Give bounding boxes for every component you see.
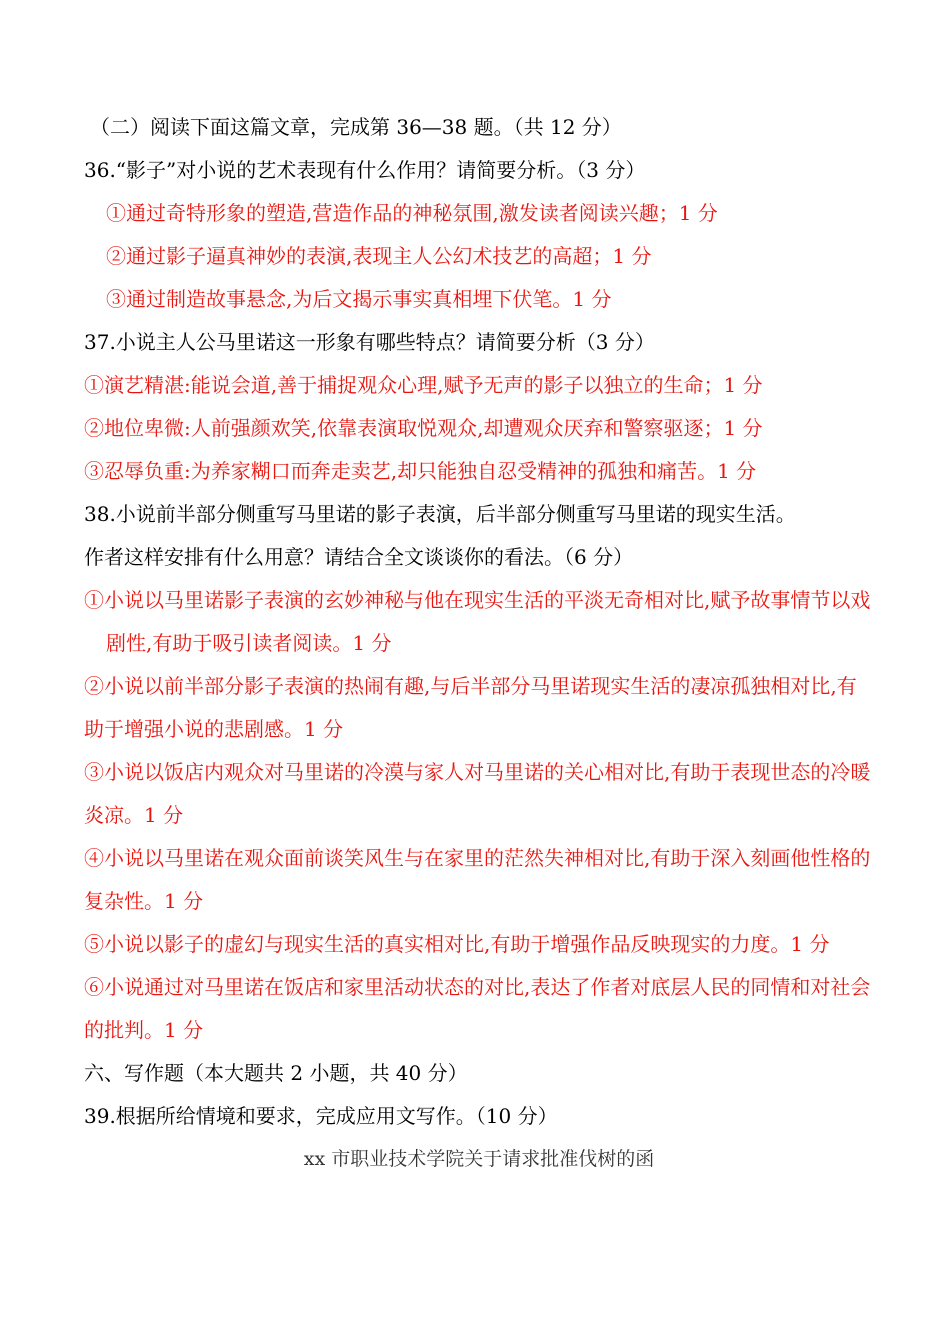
- section-6-heading: 六、写作题（本大题共 2 小题，共 40 分）: [84, 1061, 468, 1085]
- section-intro: （二）阅读下面这篇文章，完成第 36—38 题。（共 12 分）: [90, 115, 622, 139]
- document-page: [84, 106, 874, 1181]
- q38-answer-3: ③小说以饭店内观众对马里诺的冷漠与家人对马里诺的关心相对比,有助于表现世态的冷暖炎凉。1 分: [84, 760, 871, 827]
- q38-answer-5: ⑤小说以影子的虚幻与现实生活的真实相对比,有助于增强作品反映现实的力度。1 分: [84, 932, 830, 956]
- letter-title: xx 市职业技术学院关于请求批准伐树的函: [303, 1148, 655, 1170]
- q38-question-line-2: 作者这样安排有什么用意？请结合全文谈谈你的看法。（6 分）: [84, 545, 634, 569]
- q37-answer-1: ①演艺精湛:能说会道,善于捕捉观众心理,赋予无声的影子以独立的生命；1 分: [84, 373, 763, 397]
- q36-answer-2: ②通过影子逼真神妙的表演,表现主人公幻术技艺的高超；1 分: [106, 244, 652, 268]
- q39-question: 39.根据所给情境和要求，完成应用文写作。（10 分）: [84, 1104, 558, 1128]
- q38-answer-2: ②小说以前半部分影子表演的热闹有趣,与后半部分马里诺现实生活的凄凉孤独相对比,有助于增强小说的悲剧感。1 分: [84, 674, 857, 741]
- q38-answer-6: ⑥小说通过对马里诺在饭店和家里活动状态的对比,表达了作者对底层人民的同情和对社会的批判。1 分: [84, 975, 871, 1042]
- q37-question: 37.小说主人公马里诺这一形象有哪些特点？请简要分析（3 分）: [84, 330, 655, 354]
- q36-answer-1: ①通过奇特形象的塑造,营造作品的神秘氛围,激发读者阅读兴趣；1 分: [106, 201, 718, 225]
- q38-answer-1: ①小说以马里诺影子表演的玄妙神秘与他在现实生活的平淡无奇相对比,赋予故事情节以戏剧性,有助于吸引读者阅读。1 分: [84, 588, 871, 655]
- q38-answer-4: ④小说以马里诺在观众面前谈笑风生与在家里的茫然失神相对比,有助于深入刻画他性格的复杂性。1 分: [84, 846, 871, 913]
- q37-answer-2: ②地位卑微:人前强颜欢笑,依靠表演取悦观众,却遭观众厌弃和警察驱逐；1 分: [84, 416, 763, 440]
- q38-question-line-1: 38.小说前半部分侧重写马里诺的影子表演，后半部分侧重写马里诺的现实生活。: [84, 502, 796, 526]
- q36-question: 36.“影子”对小说的艺术表现有什么作用？请简要分析。（3 分）: [84, 158, 646, 182]
- q36-answer-3: ③通过制造故事悬念,为后文揭示事实真相埋下伏笔。1 分: [106, 287, 612, 311]
- q37-answer-3: ③忍辱负重:为养家糊口而奔走卖艺,却只能独自忍受精神的孤独和痛苦。1 分: [84, 459, 757, 483]
